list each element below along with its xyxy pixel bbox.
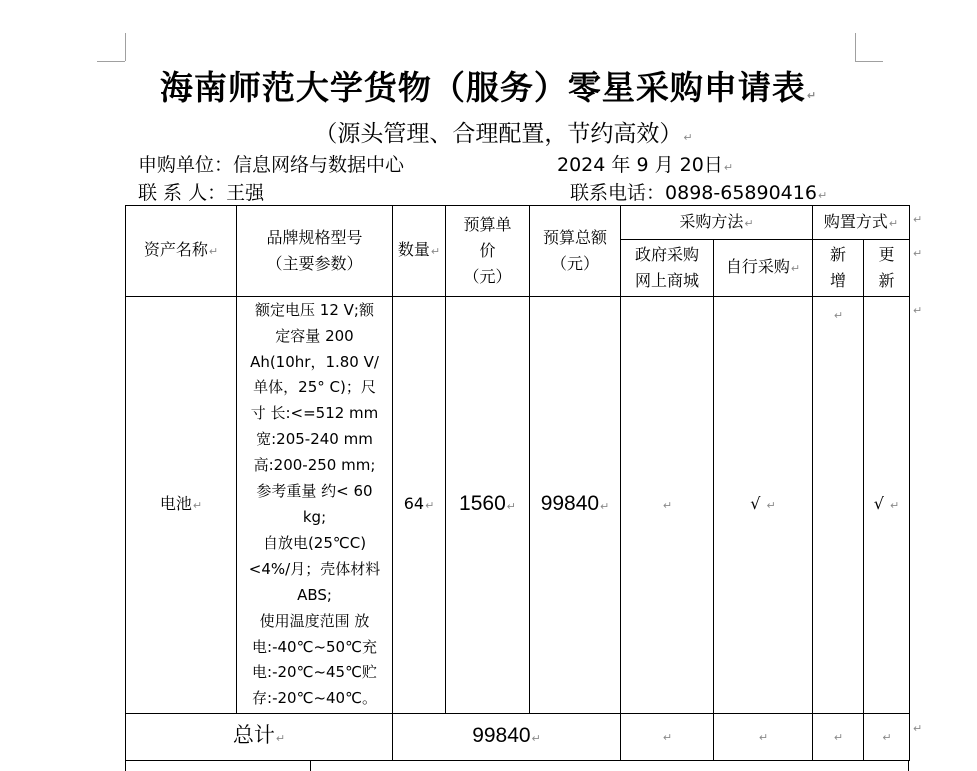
cell-total: 99840↵ — [530, 297, 621, 714]
spec-line: 高:200-250 mm; — [253, 456, 376, 475]
crop-mark-top-right-v — [855, 33, 856, 61]
spec-line: 额定电压 12 V;额 — [255, 300, 374, 319]
contact-line — [138, 178, 264, 205]
header-text: 政府采购 — [634, 245, 699, 264]
cell-unit-price: 1560↵ — [446, 297, 530, 714]
date-day: 20 — [679, 154, 704, 176]
header-procurement-method: 采购方法↵ — [621, 206, 813, 240]
table-row — [126, 297, 910, 714]
next-row-divider — [310, 760, 311, 771]
header-unit-price — [446, 206, 530, 297]
paragraph-mark: ↵ — [723, 161, 734, 174]
header-asset-name: 资产名称↵ — [126, 206, 237, 297]
contact-label: 联 系 人： — [138, 182, 227, 204]
cell-replace: √ ↵ — [864, 297, 910, 714]
spec-line: 单体，25° C)；尺 — [253, 378, 376, 397]
spec-line: 使用温度范围 放 — [259, 611, 370, 630]
cell-summary-total: 99840↵ — [393, 714, 621, 761]
row-end-mark: ↵ — [913, 722, 923, 735]
cell-summary-replace: ↵ — [864, 714, 910, 761]
phone-label: 联系电话： — [570, 182, 666, 204]
spec-line: kg; — [302, 508, 327, 526]
header-text: 网上商城 — [634, 271, 699, 290]
header-text: （元） — [550, 254, 599, 273]
header-total-budget — [530, 206, 621, 297]
header-text: 资产名称 — [143, 240, 208, 259]
summary-total-value: 99840 — [472, 723, 531, 747]
paragraph-mark: ↵ — [806, 89, 818, 102]
cell-summary-label: 总计↵ — [126, 714, 393, 761]
procurement-table — [125, 205, 910, 761]
paragraph-mark: ↵ — [683, 131, 693, 144]
row-end-mark: ↵ — [913, 304, 923, 317]
header-quantity: 数量↵ — [393, 206, 446, 297]
spec-line: <4%/月；壳体材料 — [248, 559, 381, 578]
date-year: 2024 — [557, 154, 606, 176]
spec-line: 自放电(25℃C) — [262, 533, 367, 552]
header-text: 价 — [479, 241, 496, 260]
document-title — [0, 62, 977, 109]
spec-line: 存:-20℃~40℃。 — [252, 689, 377, 708]
header-self-purchase: 自行采购↵ — [714, 240, 813, 297]
document-subtitle — [0, 115, 977, 148]
spec-line: 电:-40℃~50℃充 — [252, 637, 377, 656]
unit-price-value: 1560 — [459, 491, 506, 515]
cell-summary-self: ↵ — [714, 714, 813, 761]
day-label: 日 — [703, 154, 723, 176]
header-text: 品牌规格型号 — [266, 228, 363, 247]
date-line — [557, 150, 733, 177]
header-text: 新 — [878, 271, 895, 290]
spec-line: 寸 长:<=512 mm — [250, 404, 379, 423]
row-end-mark: ↵ — [913, 213, 923, 226]
header-replace — [864, 240, 910, 297]
quantity-value: 64 — [403, 494, 425, 513]
cell-summary-new: ↵ — [813, 714, 864, 761]
header-purchase-type: 购置方式↵ — [813, 206, 910, 240]
next-row-left-border — [125, 760, 126, 771]
row-end-mark: ↵ — [913, 247, 923, 260]
spec-line: ABS; — [297, 585, 332, 604]
year-label: 年 — [611, 154, 631, 176]
crop-mark-top-left-v — [125, 33, 126, 61]
next-row-right-border — [908, 760, 909, 771]
cell-new: ↵ — [813, 297, 864, 714]
total-value: 99840 — [540, 491, 600, 515]
month-label: 月 — [654, 154, 674, 176]
summary-row — [126, 714, 910, 761]
header-text: （元） — [463, 267, 512, 286]
spec-line: 宽:205-240 mm — [256, 430, 373, 449]
cell-gov-mall: ↵ — [621, 297, 714, 714]
header-gov-mall — [621, 240, 714, 297]
cell-self-purchase: √ ↵ — [714, 297, 813, 714]
summary-label: 总计 — [232, 723, 275, 747]
header-text: 新 — [829, 245, 846, 264]
header-text: （主要参数） — [266, 254, 363, 273]
cell-spec — [237, 297, 393, 714]
header-text: 增 — [829, 271, 846, 290]
header-text: 自行采购 — [725, 257, 790, 276]
phone-line — [570, 178, 827, 205]
spec-line: 参考重量 约< 60 — [256, 482, 373, 501]
spec-line: Ah(10hr，1.80 V/ — [250, 352, 379, 371]
header-text: 数量 — [397, 240, 430, 259]
paragraph-mark: ↵ — [817, 189, 828, 202]
header-text: 预算单 — [463, 215, 512, 234]
header-text: 购置方式 — [823, 211, 888, 231]
cell-summary-gov-mall: ↵ — [621, 714, 714, 761]
spec-line: 电:-20℃~45℃贮 — [252, 663, 377, 682]
cell-asset-name: 电池↵ — [126, 297, 237, 714]
applicant-unit-value: 信息网络与数据中心 — [233, 154, 405, 176]
checkmark-icon: √ — [750, 494, 761, 513]
applicant-unit-label: 申购单位： — [138, 154, 234, 176]
spec-line: 定容量 200 — [275, 326, 354, 345]
subtitle-text: （源头管理、合理配置，节约高效） — [314, 121, 683, 147]
cell-quantity: 64↵ — [393, 297, 446, 714]
header-text: 更 — [878, 245, 895, 264]
header-text: 采购方法 — [679, 211, 744, 231]
header-brand-spec — [237, 206, 393, 297]
header-new — [813, 240, 864, 297]
applicant-unit-line — [138, 150, 404, 177]
contact-value: 王强 — [226, 182, 265, 204]
title-text: 海南师范大学货物（服务）零星采购申请表 — [159, 68, 806, 107]
header-text: 预算总额 — [542, 228, 607, 247]
checkmark-icon: √ — [873, 494, 884, 513]
phone-value: 0898-65890416 — [665, 182, 817, 204]
asset-name: 电池 — [159, 494, 192, 513]
date-month: 9 — [636, 154, 649, 176]
